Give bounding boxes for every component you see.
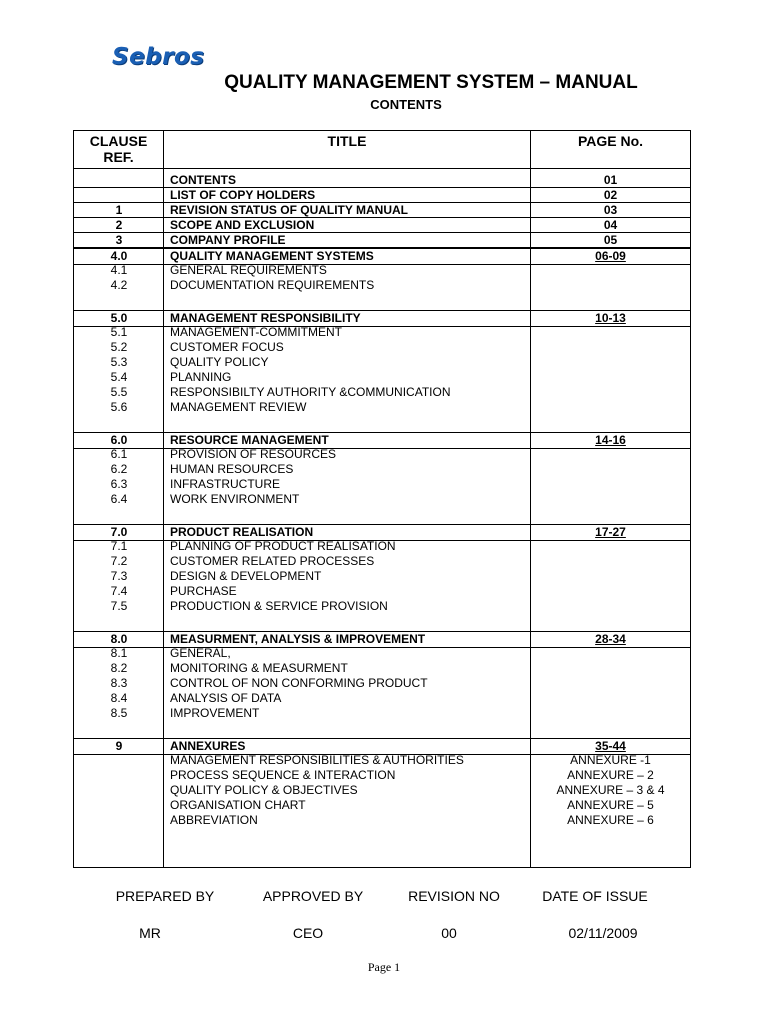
cell-clause: 5.2 bbox=[110, 340, 128, 354]
prepared-by-value: MR bbox=[139, 925, 161, 941]
cell-page bbox=[531, 477, 690, 491]
company-logo: Sebros bbox=[112, 44, 205, 70]
cell-page bbox=[531, 370, 690, 384]
table-row bbox=[74, 706, 690, 720]
table-row bbox=[74, 188, 690, 203]
cell-clause: 8.3 bbox=[110, 676, 128, 690]
table-row bbox=[74, 783, 690, 797]
cell-clause: 8.0 bbox=[110, 632, 128, 646]
cell-page bbox=[531, 599, 690, 613]
document-title: QUALITY MANAGEMENT SYSTEM – MANUAL bbox=[224, 72, 638, 93]
cell-clause bbox=[74, 798, 164, 812]
cell-clause: 5.0 bbox=[110, 311, 128, 325]
cell-page: 04 bbox=[603, 218, 618, 232]
cell-clause: 5.6 bbox=[110, 400, 128, 414]
cell-title: GENERAL REQUIREMENTS bbox=[170, 263, 327, 277]
cell-clause: 5.4 bbox=[110, 370, 128, 384]
cell-clause: 5.5 bbox=[110, 385, 128, 399]
cell-clause: 8.2 bbox=[110, 661, 128, 675]
document-subtitle: CONTENTS bbox=[370, 97, 442, 112]
table-row bbox=[74, 661, 690, 675]
cell-title: RESPONSIBILTY AUTHORITY &COMMUNICATION bbox=[170, 385, 451, 399]
table-row bbox=[74, 400, 690, 414]
table-row bbox=[74, 385, 690, 399]
table-row bbox=[74, 218, 690, 233]
cell-clause: 4.2 bbox=[110, 278, 128, 292]
page-number: Page 1 bbox=[367, 960, 401, 974]
cell-page bbox=[531, 462, 690, 476]
date-of-issue-label: DATE OF ISSUE bbox=[542, 888, 648, 904]
cell-clause bbox=[74, 753, 164, 767]
table-row bbox=[74, 370, 690, 384]
cell-page: 06-09 bbox=[595, 249, 626, 263]
contents-table bbox=[73, 130, 691, 868]
table-row bbox=[74, 203, 690, 218]
table-row bbox=[74, 340, 690, 354]
cell-page: ANNEXURE -1 bbox=[570, 753, 651, 767]
cell-page: 10-13 bbox=[595, 311, 626, 325]
cell-title: PROVISION OF RESOURCES bbox=[170, 447, 337, 461]
table-row bbox=[74, 753, 690, 767]
table-row bbox=[74, 278, 690, 292]
header-page-no: PAGE No. bbox=[577, 133, 644, 149]
cell-page bbox=[531, 385, 690, 399]
cell-title: GENERAL, bbox=[170, 646, 231, 660]
cell-clause: 6.3 bbox=[110, 477, 128, 491]
cell-page: ANNEXURE – 6 bbox=[567, 813, 654, 827]
cell-page bbox=[531, 584, 690, 598]
cell-title: QUALITY POLICY & OBJECTIVES bbox=[170, 783, 358, 797]
cell-page bbox=[531, 492, 690, 506]
cell-clause: 5.1 bbox=[110, 325, 128, 339]
cell-title: INFRASTRUCTURE bbox=[170, 477, 280, 491]
cell-page bbox=[531, 646, 690, 660]
cell-clause: 7.0 bbox=[110, 525, 128, 539]
cell-title: MANAGEMENT REVIEW bbox=[170, 400, 307, 414]
prepared-by-label: PREPARED BY bbox=[115, 888, 215, 904]
cell-clause: 1 bbox=[115, 203, 123, 217]
cell-clause: 7.2 bbox=[110, 554, 128, 568]
cell-clause bbox=[74, 813, 164, 827]
cell-title: QUALITY MANAGEMENT SYSTEMS bbox=[170, 249, 374, 263]
cell-title: MANAGEMENT RESPONSIBILITIES & AUTHORITIES bbox=[170, 753, 464, 767]
cell-title: COMPANY PROFILE bbox=[170, 233, 286, 247]
cell-clause: 6.2 bbox=[110, 462, 128, 476]
header-title: TITLE bbox=[164, 131, 531, 168]
cell-title: PRODUCTION & SERVICE PROVISION bbox=[170, 599, 388, 613]
cell-page bbox=[531, 539, 690, 553]
table-row bbox=[74, 462, 690, 476]
table-row bbox=[74, 691, 690, 705]
table-header bbox=[74, 131, 690, 169]
cell-page bbox=[531, 340, 690, 354]
cell-title: PURCHASE bbox=[170, 584, 237, 598]
cell-title: QUALITY POLICY bbox=[170, 355, 269, 369]
approved-by-value: CEO bbox=[292, 925, 324, 941]
cell-title: CUSTOMER RELATED PROCESSES bbox=[170, 554, 375, 568]
cell-page bbox=[531, 554, 690, 568]
cell-title: CONTROL OF NON CONFORMING PRODUCT bbox=[170, 676, 428, 690]
cell-page: 14-16 bbox=[595, 433, 626, 447]
table-row bbox=[74, 477, 690, 491]
cell-title: IMPROVEMENT bbox=[170, 706, 260, 720]
cell-page bbox=[531, 325, 690, 339]
cell-page bbox=[531, 676, 690, 690]
table-row bbox=[74, 492, 690, 506]
cell-page bbox=[531, 706, 690, 720]
header-clause-ref: CLAUSE REF. bbox=[74, 131, 164, 168]
cell-clause: 6.0 bbox=[110, 433, 128, 447]
cell-clause: 8.1 bbox=[110, 646, 128, 660]
cell-clause: 8.5 bbox=[110, 706, 128, 720]
cell-page: 01 bbox=[603, 173, 618, 187]
cell-page bbox=[531, 263, 690, 277]
cell-title: PRODUCT REALISATION bbox=[170, 525, 314, 539]
cell-clause: 4.1 bbox=[110, 263, 128, 277]
cell-clause: 9 bbox=[115, 739, 123, 753]
cell-clause: 7.4 bbox=[110, 584, 128, 598]
approved-by-label: APPROVED BY bbox=[262, 888, 364, 904]
cell-clause: 7.3 bbox=[110, 569, 128, 583]
cell-clause: 3 bbox=[115, 233, 123, 247]
cell-clause: 7.5 bbox=[110, 599, 128, 613]
cell-page bbox=[531, 691, 690, 705]
cell-title: REVISION STATUS OF QUALITY MANUAL bbox=[170, 203, 409, 217]
cell-page: 05 bbox=[603, 233, 618, 247]
cell-clause bbox=[74, 173, 164, 187]
cell-page bbox=[531, 400, 690, 414]
cell-title: WORK ENVIRONMENT bbox=[170, 492, 300, 506]
cell-page bbox=[531, 355, 690, 369]
cell-clause: 8.4 bbox=[110, 691, 128, 705]
cell-title: MANAGEMENT-COMMITMENT bbox=[170, 325, 342, 339]
table-row bbox=[74, 447, 690, 461]
table-row bbox=[74, 263, 690, 277]
cell-page: ANNEXURE – 2 bbox=[567, 768, 654, 782]
table-row bbox=[74, 539, 690, 553]
cell-clause: 6.4 bbox=[110, 492, 128, 506]
table-row bbox=[74, 768, 690, 782]
cell-title: DOCUMENTATION REQUIREMENTS bbox=[170, 278, 375, 292]
cell-title: PLANNING bbox=[170, 370, 232, 384]
cell-page: ANNEXURE – 3 & 4 bbox=[556, 783, 665, 797]
cell-title: MANAGEMENT RESPONSIBILITY bbox=[170, 311, 361, 325]
cell-page: 28-34 bbox=[595, 632, 626, 646]
cell-title: SCOPE AND EXCLUSION bbox=[170, 218, 315, 232]
cell-clause bbox=[74, 188, 164, 202]
cell-title: ABBREVIATION bbox=[170, 813, 258, 827]
table-body bbox=[74, 169, 690, 867]
cell-clause: 4.0 bbox=[110, 249, 128, 263]
table-row bbox=[74, 798, 690, 812]
cell-title: CUSTOMER FOCUS bbox=[170, 340, 284, 354]
cell-title: ANALYSIS OF DATA bbox=[170, 691, 282, 705]
cell-page: ANNEXURE – 5 bbox=[567, 798, 654, 812]
cell-title: RESOURCE MANAGEMENT bbox=[170, 433, 329, 447]
table-row bbox=[74, 813, 690, 827]
cell-clause: 7.1 bbox=[110, 539, 128, 553]
table-row bbox=[74, 569, 690, 583]
table-row bbox=[74, 173, 690, 188]
table-row bbox=[74, 599, 690, 613]
table-row bbox=[74, 355, 690, 369]
cell-page bbox=[531, 661, 690, 675]
cell-clause bbox=[74, 783, 164, 797]
table-row bbox=[74, 646, 690, 660]
table-row bbox=[74, 554, 690, 568]
cell-clause: 5.3 bbox=[110, 355, 128, 369]
table-row bbox=[74, 584, 690, 598]
cell-clause bbox=[74, 768, 164, 782]
cell-page: 03 bbox=[603, 203, 618, 217]
date-of-issue-value: 02/11/2009 bbox=[568, 925, 638, 941]
table-row bbox=[74, 233, 690, 248]
cell-title: MONITORING & MEASURMENT bbox=[170, 661, 348, 675]
cell-title: MEASURMENT, ANALYSIS & IMPROVEMENT bbox=[170, 632, 426, 646]
cell-clause: 6.1 bbox=[110, 447, 128, 461]
table-row bbox=[74, 325, 690, 339]
cell-title: HUMAN RESOURCES bbox=[170, 462, 294, 476]
cell-title: LIST OF COPY HOLDERS bbox=[170, 188, 316, 202]
cell-page: 17-27 bbox=[595, 525, 626, 539]
cell-title: CONTENTS bbox=[170, 173, 236, 187]
cell-page bbox=[531, 447, 690, 461]
cell-title: PLANNING OF PRODUCT REALISATION bbox=[170, 539, 396, 553]
revision-no-value: 00 bbox=[441, 925, 457, 941]
cell-page: 35-44 bbox=[595, 739, 626, 753]
cell-page bbox=[531, 278, 690, 292]
cell-page: 02 bbox=[603, 188, 618, 202]
cell-title: DESIGN & DEVELOPMENT bbox=[170, 569, 322, 583]
cell-page bbox=[531, 569, 690, 583]
cell-clause: 2 bbox=[115, 218, 123, 232]
cell-title: PROCESS SEQUENCE & INTERACTION bbox=[170, 768, 396, 782]
cell-title: ANNEXURES bbox=[170, 739, 246, 753]
table-row bbox=[74, 676, 690, 690]
revision-no-label: REVISION NO bbox=[408, 888, 500, 904]
cell-title: ORGANISATION CHART bbox=[170, 798, 306, 812]
